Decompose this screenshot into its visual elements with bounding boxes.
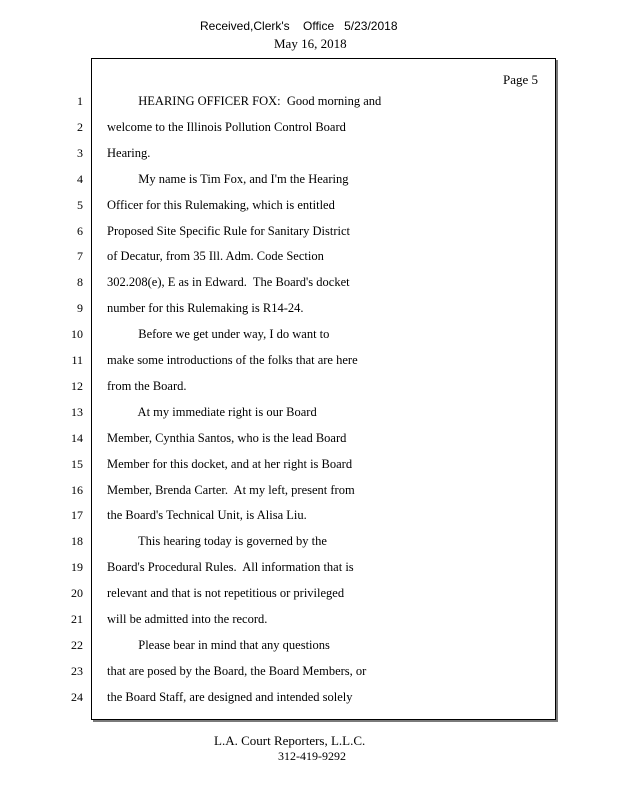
transcript-date: May 16, 2018: [274, 36, 347, 51]
line-text: 302.208(e), E as in Edward. The Board's docket: [107, 275, 350, 289]
line-number: 2: [77, 120, 83, 134]
line-text: the Board's Technical Unit, is Alisa Liu.: [107, 508, 307, 522]
line-text: welcome to the Illinois Pollution Control Board: [107, 120, 346, 134]
line-text: At my immediate right is our Board: [107, 405, 317, 419]
line-number: 8: [77, 275, 83, 289]
line-number: 6: [77, 224, 83, 238]
line-number: 12: [71, 379, 83, 393]
line-number: 16: [71, 483, 83, 497]
line-number: 7: [77, 249, 83, 263]
line-text: Before we get under way, I do want to: [107, 327, 330, 341]
line-text: Member, Cynthia Santos, who is the lead Board: [107, 431, 347, 445]
line-number: 14: [71, 431, 83, 445]
line-text: the Board Staff, are designed and intended solely: [107, 690, 353, 704]
line-text: Hearing.: [107, 146, 151, 160]
line-number: 13: [71, 405, 83, 419]
line-number: 5: [77, 198, 83, 212]
line-text: that are posed by the Board, the Board Members, or: [107, 664, 367, 678]
line-text: number for this Rulemaking is R14-24.: [107, 301, 304, 315]
received-stamp: Received,Clerk's Office 5/23/2018: [200, 19, 398, 33]
line-text: will be admitted into the record.: [107, 612, 268, 626]
line-text: Member, Brenda Carter. At my left, present from: [107, 483, 355, 497]
line-text: My name is Tim Fox, and I'm the Hearing: [107, 172, 349, 186]
court-reporter-phone: 312-419-9292: [278, 749, 346, 763]
line-number: 1: [77, 94, 83, 108]
line-number: 18: [71, 534, 83, 548]
line-number: 11: [71, 353, 83, 367]
line-number: 24: [71, 690, 83, 704]
line-text: Proposed Site Specific Rule for Sanitary District: [107, 224, 351, 238]
line-number: 23: [71, 664, 83, 678]
line-number: 19: [71, 560, 83, 574]
line-number: 22: [71, 638, 83, 652]
line-text: of Decatur, from 35 Ill. Adm. Code Section: [107, 249, 324, 263]
line-text: This hearing today is governed by the: [107, 534, 327, 548]
line-number: 9: [77, 301, 83, 315]
page-number: Page 5: [502, 72, 538, 87]
line-number: 20: [71, 586, 83, 600]
line-number: 10: [71, 327, 83, 341]
line-number: 3: [77, 146, 83, 160]
line-text: make some introductions of the folks that are here: [107, 353, 358, 367]
line-text: Please bear in mind that any questions: [107, 638, 330, 652]
court-reporter-name: L.A. Court Reporters, L.L.C.: [214, 733, 366, 748]
line-text: from the Board.: [107, 379, 187, 393]
line-text: Officer for this Rulemaking, which is entitled: [107, 198, 335, 212]
line-text: Member for this docket, and at her right is Board: [107, 457, 353, 471]
line-text: HEARING OFFICER FOX: Good morning and: [107, 94, 382, 108]
line-number: 4: [77, 172, 83, 186]
line-number: 15: [71, 457, 83, 471]
line-text: relevant and that is not repetitious or privileged: [107, 586, 345, 600]
line-number: 21: [71, 612, 83, 626]
line-text: Board's Procedural Rules. All information that is: [107, 560, 354, 574]
line-number: 17: [71, 508, 83, 522]
